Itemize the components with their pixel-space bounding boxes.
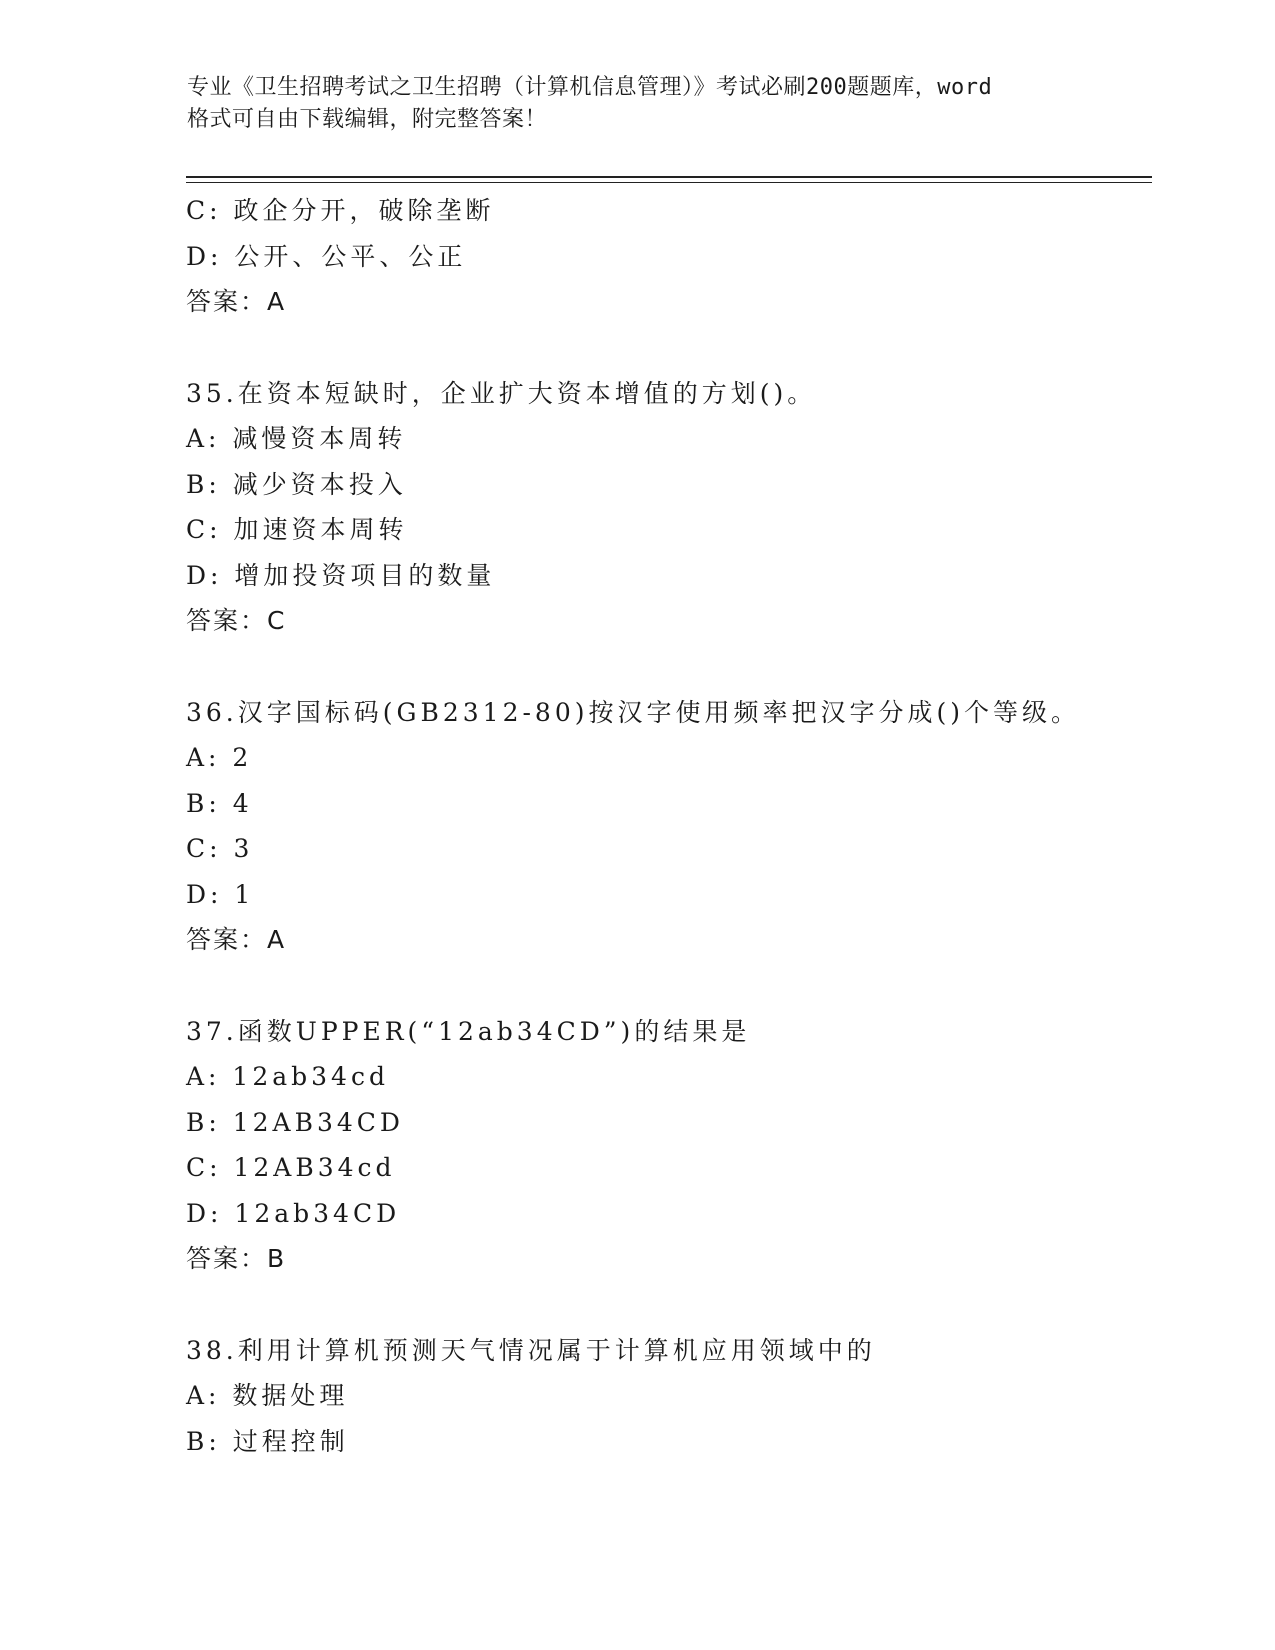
answer-line: 答案：A <box>186 925 287 954</box>
option-c: C: 政企分开，破除垄断 <box>186 196 495 225</box>
question-stem: 37.函数UPPER(“12ab34CD”)的结果是 <box>186 1016 751 1046</box>
option-c: C: 12AB34cd <box>186 1153 396 1182</box>
header-line-2: 格式可自由下载编辑，附完整答案！ <box>187 107 548 132</box>
option-c: C: 加速资本周转 <box>186 515 408 544</box>
question-stem: 38.利用计算机预测天气情况属于计算机应用领域中的 <box>186 1335 876 1365</box>
option-b: B: 过程控制 <box>186 1426 349 1456</box>
option-b: B: 4 <box>186 788 253 818</box>
option-d: D: 公开、公平、公正 <box>186 241 467 271</box>
question-block-38 <box>186 1328 1146 1465</box>
answer-line: 答案：C <box>186 606 287 635</box>
option-a: A: 12ab34cd <box>186 1062 389 1091</box>
option-d: D: 增加投资项目的数量 <box>186 560 496 590</box>
option-a: A: 减慢资本周转 <box>186 424 407 453</box>
question-block-35 <box>186 371 1146 644</box>
header-divider-thick <box>186 176 1152 178</box>
question-block-partial <box>186 188 1146 325</box>
option-a: A: 2 <box>186 743 253 772</box>
answer-line: 答案：B <box>186 1244 287 1273</box>
question-block-37 <box>186 1009 1146 1282</box>
option-a: A: 数据处理 <box>186 1381 349 1410</box>
question-stem: 35.在资本短缺时，企业扩大资本增值的方划()。 <box>186 378 817 408</box>
option-d: D: 1 <box>186 879 255 909</box>
document-header <box>187 72 1087 136</box>
question-block-36 <box>186 690 1146 963</box>
question-list <box>186 188 1146 1464</box>
header-divider-thin <box>186 182 1152 183</box>
option-b: B: 12AB34CD <box>186 1107 404 1137</box>
option-d: D: 12ab34CD <box>186 1198 401 1228</box>
option-c: C: 3 <box>186 834 254 863</box>
option-b: B: 减少资本投入 <box>186 469 407 499</box>
question-stem: 36.汉字国标码(GB2312-80)按汉字使用频率把汉字分成()个等级。 <box>186 697 1080 727</box>
header-line-1: 专业《卫生招聘考试之卫生招聘（计算机信息管理）》考试必刷200题题库，word <box>187 75 993 100</box>
answer-line: 答案：A <box>186 287 287 316</box>
